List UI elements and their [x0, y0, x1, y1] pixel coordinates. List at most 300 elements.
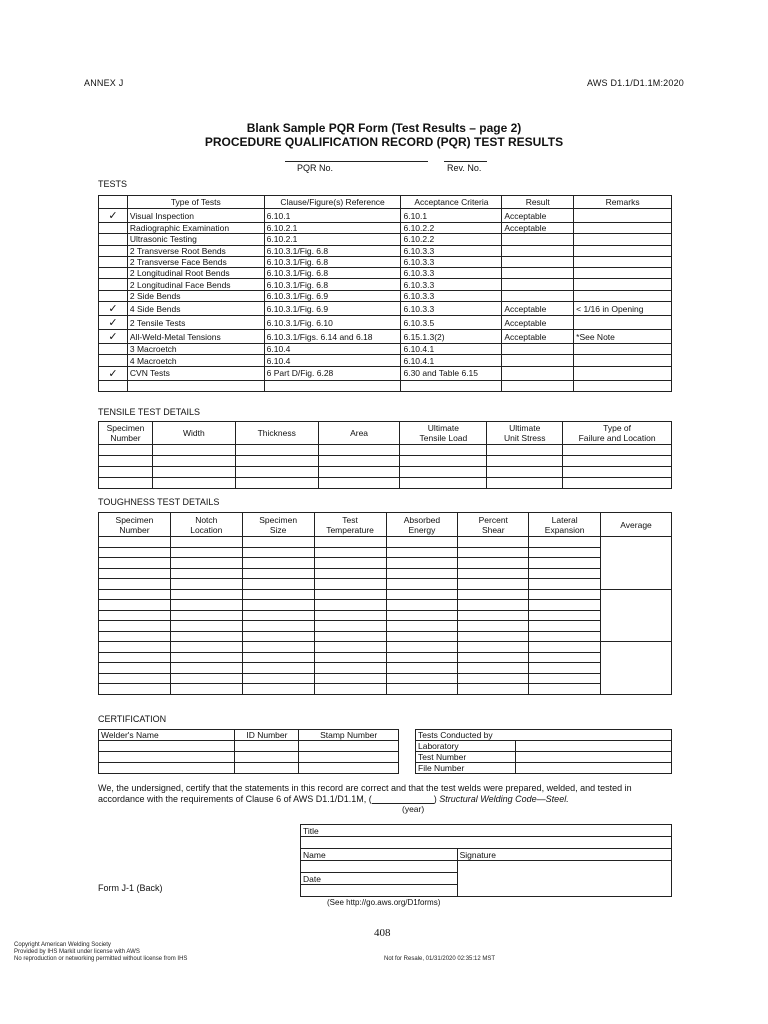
result-cell: Acceptable — [502, 330, 574, 344]
toughness-cell[interactable] — [170, 589, 242, 600]
toughness-table — [98, 512, 672, 695]
col-absorbed-energy: Absorbed Energy — [386, 513, 458, 537]
toughness-cell[interactable] — [386, 600, 458, 611]
toughness-cell[interactable] — [386, 684, 458, 695]
toughness-cell[interactable] — [386, 579, 458, 590]
toughness-row — [99, 684, 672, 695]
check-cell[interactable]: ✓ — [99, 366, 128, 380]
name-label: Name — [301, 849, 458, 861]
toughness-cell[interactable] — [458, 663, 529, 674]
ref-cell: 6.10.3.1/Fig. 6.9 — [264, 302, 401, 316]
ref-cell: 6.10.3.1/Fig. 6.8 — [264, 279, 401, 290]
toughness-cell[interactable] — [314, 589, 386, 600]
toughness-cell[interactable] — [242, 600, 314, 611]
toughness-cell[interactable] — [386, 673, 458, 684]
col-lateral-expansion: Lateral Expansion — [529, 513, 601, 537]
toughness-cell[interactable] — [314, 621, 386, 632]
welder-cell[interactable] — [299, 741, 399, 752]
col-failure-type: Type of Failure and Location — [563, 422, 672, 445]
ref-cell: 6.10.4 — [264, 344, 401, 355]
ref-cell: 6 Part D/Fig. 6.28 — [264, 366, 401, 380]
toughness-cell[interactable] — [458, 652, 529, 663]
tensile-row — [99, 445, 672, 456]
check-cell[interactable] — [99, 344, 128, 355]
check-cell[interactable]: ✓ — [99, 316, 128, 330]
col-stamp-number: Stamp Number — [299, 730, 399, 741]
col-width: Width — [152, 422, 235, 445]
welder-row — [99, 763, 399, 774]
toughness-cell[interactable] — [314, 547, 386, 558]
toughness-cell[interactable] — [242, 610, 314, 621]
toughness-cell[interactable] — [170, 547, 242, 558]
certification-section-label: CERTIFICATION — [98, 714, 167, 724]
col-area: Area — [318, 422, 400, 445]
toughness-cell[interactable] — [242, 663, 314, 674]
toughness-cell[interactable] — [170, 610, 242, 621]
toughness-cell[interactable] — [458, 537, 529, 548]
toughness-cell[interactable] — [458, 547, 529, 558]
tests-row — [99, 355, 672, 366]
toughness-row — [99, 547, 672, 558]
toughness-cell[interactable] — [99, 631, 171, 642]
toughness-cell[interactable] — [386, 652, 458, 663]
pqr-no-line[interactable] — [285, 161, 428, 162]
rev-no-label: Rev. No. — [447, 163, 482, 173]
check-cell[interactable] — [99, 279, 128, 290]
form-label: Form J-1 (Back) — [98, 883, 163, 893]
criteria-cell: 6.10.3.3 — [401, 245, 502, 256]
criteria-cell: 6.10.3.3 — [401, 279, 502, 290]
toughness-cell[interactable] — [99, 642, 171, 653]
tensile-cell[interactable] — [318, 467, 400, 478]
toughness-cell[interactable] — [242, 579, 314, 590]
remarks-cell — [574, 290, 672, 301]
welder-cell[interactable] — [99, 741, 235, 752]
tests-row — [99, 316, 672, 330]
col-specimen-size: Specimen Size — [242, 513, 314, 537]
tensile-cell[interactable] — [563, 456, 672, 467]
toughness-cell[interactable] — [242, 642, 314, 653]
toughness-cell[interactable] — [386, 642, 458, 653]
toughness-cell[interactable] — [242, 537, 314, 548]
tensile-row — [99, 467, 672, 478]
file-number-field[interactable] — [515, 763, 671, 774]
check-cell[interactable] — [99, 380, 128, 391]
result-cell: Acceptable — [502, 209, 574, 223]
ref-cell: 6.10.2.1 — [264, 234, 401, 245]
toughness-cell[interactable] — [242, 621, 314, 632]
file-number-label: File Number — [416, 763, 516, 774]
toughness-cell[interactable] — [314, 579, 386, 590]
tensile-cell[interactable] — [235, 478, 318, 489]
toughness-cell[interactable] — [170, 684, 242, 695]
toughness-cell[interactable] — [529, 537, 601, 548]
toughness-row — [99, 673, 672, 684]
check-cell[interactable]: ✓ — [99, 330, 128, 344]
ref-cell: 6.10.3.1/Figs. 6.14 and 6.18 — [264, 330, 401, 344]
col-result: Result — [502, 196, 574, 209]
toughness-cell[interactable] — [170, 568, 242, 579]
toughness-cell[interactable] — [529, 684, 601, 695]
type-cell: Visual Inspection — [127, 209, 264, 223]
result-cell — [502, 256, 574, 267]
toughness-cell[interactable] — [170, 537, 242, 548]
remarks-cell — [574, 380, 672, 391]
toughness-cell[interactable] — [242, 558, 314, 569]
toughness-cell[interactable] — [99, 568, 171, 579]
remarks-cell — [574, 223, 672, 234]
toughness-row — [99, 558, 672, 569]
form-title: Blank Sample PQR Form (Test Results – page 2) — [246, 121, 522, 135]
col-thickness: Thickness — [235, 422, 318, 445]
toughness-cell[interactable] — [458, 568, 529, 579]
welder-cell[interactable] — [235, 763, 299, 774]
toughness-cell[interactable] — [458, 589, 529, 600]
tensile-row — [99, 478, 672, 489]
copyright-line3: No reproduction or networking permitted without license from IHS — [14, 956, 188, 962]
tensile-cell[interactable] — [235, 456, 318, 467]
tensile-cell[interactable] — [563, 445, 672, 456]
tests-row — [99, 234, 672, 245]
welder-table — [98, 729, 399, 774]
toughness-cell[interactable] — [529, 547, 601, 558]
toughness-cell[interactable] — [458, 621, 529, 632]
toughness-cell[interactable] — [386, 547, 458, 558]
copyright-line1: Copyright American Welding Society — [14, 942, 111, 948]
toughness-cell[interactable] — [529, 568, 601, 579]
welder-cell[interactable] — [235, 752, 299, 763]
tests-row — [99, 245, 672, 256]
toughness-cell[interactable] — [242, 631, 314, 642]
statement-text-a: accordance with the requirements of Clause 6 of AWS D1.1/D1.1M, ( — [98, 794, 372, 804]
toughness-cell[interactable] — [99, 579, 171, 590]
tensile-cell[interactable] — [318, 456, 400, 467]
toughness-row — [99, 537, 672, 548]
page-number: 408 — [374, 927, 391, 939]
check-cell[interactable] — [99, 268, 128, 279]
welder-cell[interactable] — [99, 752, 235, 763]
toughness-cell[interactable] — [386, 537, 458, 548]
test-number-field[interactable] — [515, 752, 671, 763]
toughness-cell[interactable] — [314, 568, 386, 579]
tests-row — [99, 223, 672, 234]
col-id-number: ID Number — [235, 730, 299, 741]
result-cell — [502, 245, 574, 256]
ref-cell: 6.10.3.1/Fig. 6.8 — [264, 256, 401, 267]
ref-cell: 6.10.3.1/Fig. 6.9 — [264, 290, 401, 301]
tensile-cell[interactable] — [487, 478, 563, 489]
toughness-cell[interactable] — [99, 652, 171, 663]
toughness-row — [99, 621, 672, 632]
toughness-cell[interactable] — [99, 589, 171, 600]
tensile-cell[interactable] — [99, 467, 153, 478]
col-specimen-number: Specimen Number — [99, 513, 171, 537]
remarks-cell — [574, 366, 672, 380]
toughness-cell[interactable] — [386, 610, 458, 621]
signature-field[interactable] — [457, 861, 671, 897]
toughness-cell[interactable] — [529, 589, 601, 600]
toughness-cell[interactable] — [314, 610, 386, 621]
laboratory-field[interactable] — [515, 741, 671, 752]
result-cell — [502, 279, 574, 290]
toughness-cell[interactable] — [529, 663, 601, 674]
toughness-cell[interactable] — [170, 652, 242, 663]
type-cell: 2 Transverse Root Bends — [127, 245, 264, 256]
welder-cell[interactable] — [299, 752, 399, 763]
toughness-cell[interactable] — [314, 673, 386, 684]
criteria-cell: 6.10.3.3 — [401, 290, 502, 301]
tests-row — [99, 380, 672, 391]
toughness-cell[interactable] — [170, 600, 242, 611]
toughness-cell[interactable] — [170, 579, 242, 590]
ref-cell: 6.10.3.1/Fig. 6.8 — [264, 245, 401, 256]
toughness-row — [99, 652, 672, 663]
toughness-row — [99, 579, 672, 590]
toughness-row — [99, 663, 672, 674]
toughness-cell[interactable] — [99, 673, 171, 684]
tensile-table — [98, 421, 672, 489]
standard-label: AWS D1.1/D1.1M:2020 — [586, 78, 684, 88]
toughness-cell[interactable] — [99, 537, 171, 548]
tensile-cell[interactable] — [487, 456, 563, 467]
tensile-row — [99, 456, 672, 467]
toughness-cell[interactable] — [99, 684, 171, 695]
check-cell[interactable] — [99, 256, 128, 267]
welder-cell[interactable] — [299, 763, 399, 774]
toughness-cell[interactable] — [170, 631, 242, 642]
annex-label: ANNEX J — [84, 78, 124, 88]
toughness-cell[interactable] — [170, 673, 242, 684]
result-cell: Acceptable — [502, 316, 574, 330]
type-cell: Ultrasonic Testing — [127, 234, 264, 245]
type-cell: CVN Tests — [127, 366, 264, 380]
toughness-cell[interactable] — [99, 610, 171, 621]
ref-cell: 6.10.3.1/Fig. 6.8 — [264, 268, 401, 279]
toughness-cell[interactable] — [458, 600, 529, 611]
pqr-no-label: PQR No. — [297, 163, 334, 173]
check-cell[interactable] — [99, 290, 128, 301]
toughness-cell[interactable] — [386, 631, 458, 642]
toughness-cell[interactable] — [458, 673, 529, 684]
remarks-cell — [574, 268, 672, 279]
toughness-cell[interactable] — [99, 600, 171, 611]
toughness-cell[interactable] — [529, 579, 601, 590]
remarks-cell — [574, 344, 672, 355]
toughness-section-label: TOUGHNESS TEST DETAILS — [98, 497, 220, 507]
toughness-cell[interactable] — [386, 589, 458, 600]
criteria-cell: 6.10.2.2 — [401, 234, 502, 245]
toughness-cell[interactable] — [458, 642, 529, 653]
name-field[interactable] — [301, 861, 458, 873]
toughness-cell[interactable] — [458, 558, 529, 569]
toughness-cell[interactable] — [242, 568, 314, 579]
tests-row — [99, 279, 672, 290]
result-cell: Acceptable — [502, 302, 574, 316]
result-cell — [502, 234, 574, 245]
toughness-cell[interactable] — [99, 558, 171, 569]
tensile-cell[interactable] — [152, 478, 235, 489]
check-cell[interactable] — [99, 355, 128, 366]
laboratory-label: Laboratory — [416, 741, 516, 752]
tensile-cell[interactable] — [318, 445, 400, 456]
tensile-cell[interactable] — [99, 445, 153, 456]
check-cell[interactable] — [99, 223, 128, 234]
toughness-row — [99, 568, 672, 579]
ref-cell: 6.10.2.1 — [264, 223, 401, 234]
toughness-cell[interactable] — [386, 558, 458, 569]
tensile-cell[interactable] — [99, 478, 153, 489]
tests-row — [99, 256, 672, 267]
remarks-cell — [574, 234, 672, 245]
toughness-cell[interactable] — [314, 537, 386, 548]
toughness-cell[interactable] — [529, 642, 601, 653]
toughness-cell[interactable] — [242, 673, 314, 684]
col-remarks: Remarks — [574, 196, 672, 209]
toughness-cell[interactable] — [314, 684, 386, 695]
criteria-cell: 6.30 and Table 6.15 — [401, 366, 502, 380]
toughness-cell[interactable] — [242, 589, 314, 600]
criteria-cell: 6.10.3.3 — [401, 256, 502, 267]
check-cell[interactable] — [99, 245, 128, 256]
check-cell[interactable]: ✓ — [99, 302, 128, 316]
signature-label: Signature — [457, 849, 671, 861]
remarks-cell — [574, 316, 672, 330]
tensile-cell[interactable] — [563, 467, 672, 478]
toughness-cell[interactable] — [386, 663, 458, 674]
toughness-cell[interactable] — [170, 642, 242, 653]
type-cell — [127, 380, 264, 391]
average-cell[interactable] — [601, 589, 672, 642]
type-cell: Radiographic Examination — [127, 223, 264, 234]
tests-row — [99, 366, 672, 380]
toughness-cell[interactable] — [314, 558, 386, 569]
ref-cell: 6.10.1 — [264, 209, 401, 223]
toughness-cell[interactable] — [314, 642, 386, 653]
col-notch-location: Notch Location — [170, 513, 242, 537]
tensile-cell[interactable] — [487, 467, 563, 478]
toughness-cell[interactable] — [314, 663, 386, 674]
see-link[interactable]: (See http://go.aws.org/D1forms) — [327, 898, 441, 907]
criteria-cell: 6.10.1 — [401, 209, 502, 223]
tests-conducted-table — [415, 729, 672, 774]
col-percent-shear: Percent Shear — [458, 513, 529, 537]
remarks-cell — [574, 256, 672, 267]
check-cell[interactable]: ✓ — [99, 209, 128, 223]
rev-no-line[interactable] — [444, 161, 487, 162]
toughness-cell[interactable] — [458, 610, 529, 621]
tensile-cell[interactable] — [99, 456, 153, 467]
year-field[interactable] — [372, 794, 434, 804]
tensile-cell[interactable] — [235, 445, 318, 456]
check-cell[interactable] — [99, 234, 128, 245]
result-cell: Acceptable — [502, 223, 574, 234]
welder-cell[interactable] — [99, 763, 235, 774]
toughness-cell[interactable] — [458, 631, 529, 642]
criteria-cell — [401, 380, 502, 391]
tensile-cell[interactable] — [152, 467, 235, 478]
toughness-cell[interactable] — [529, 610, 601, 621]
tensile-cell[interactable] — [400, 478, 487, 489]
tensile-cell[interactable] — [318, 478, 400, 489]
col-criteria: Acceptance Criteria — [401, 196, 502, 209]
toughness-cell[interactable] — [386, 568, 458, 579]
year-label: (year) — [402, 804, 425, 814]
tensile-cell[interactable] — [400, 456, 487, 467]
toughness-cell[interactable] — [242, 684, 314, 695]
copyright-line2: Provided by IHS Markit under license with AWS — [14, 949, 140, 955]
tests-row — [99, 302, 672, 316]
title-field[interactable] — [301, 837, 672, 849]
toughness-cell[interactable] — [529, 652, 601, 663]
toughness-cell[interactable] — [314, 631, 386, 642]
tensile-cell[interactable] — [235, 467, 318, 478]
statement-code: Structural Welding Code—Steel. — [439, 794, 569, 804]
form-subtitle: PROCEDURE QUALIFICATION RECORD (PQR) TEST RESULTS — [204, 135, 564, 149]
resale-notice: Not for Resale, 01/31/2020 02:35:12 MST — [384, 956, 496, 962]
toughness-cell[interactable] — [99, 621, 171, 632]
welder-cell[interactable] — [235, 741, 299, 752]
toughness-cell[interactable] — [529, 631, 601, 642]
toughness-cell[interactable] — [529, 558, 601, 569]
signature-table — [300, 824, 672, 897]
tensile-section-label: TENSILE TEST DETAILS — [98, 407, 201, 417]
col-average: Average — [601, 513, 672, 537]
toughness-cell[interactable] — [386, 621, 458, 632]
date-field[interactable] — [301, 885, 458, 897]
toughness-cell[interactable] — [170, 663, 242, 674]
tensile-cell[interactable] — [400, 445, 487, 456]
remarks-cell — [574, 245, 672, 256]
average-cell[interactable] — [601, 642, 672, 695]
type-cell: 3 Macroetch — [127, 344, 264, 355]
toughness-cell[interactable] — [242, 652, 314, 663]
toughness-cell[interactable] — [99, 663, 171, 674]
toughness-cell[interactable] — [458, 684, 529, 695]
tensile-cell[interactable] — [152, 445, 235, 456]
toughness-cell[interactable] — [314, 652, 386, 663]
tests-row — [99, 330, 672, 344]
toughness-cell[interactable] — [242, 547, 314, 558]
toughness-cell[interactable] — [529, 600, 601, 611]
date-label: Date — [301, 873, 458, 885]
welder-row — [99, 752, 399, 763]
tensile-cell[interactable] — [152, 456, 235, 467]
toughness-cell[interactable] — [99, 547, 171, 558]
toughness-cell[interactable] — [529, 621, 601, 632]
result-cell — [502, 380, 574, 391]
toughness-cell[interactable] — [458, 579, 529, 590]
tests-section-label: TESTS — [98, 179, 128, 189]
statement-text-b: ) — [433, 794, 440, 804]
toughness-cell[interactable] — [170, 558, 242, 569]
type-cell: 2 Longitudinal Face Bends — [127, 279, 264, 290]
toughness-cell[interactable] — [529, 673, 601, 684]
tests-conducted-header: Tests Conducted by — [416, 730, 672, 741]
type-cell: 4 Macroetch — [127, 355, 264, 366]
tensile-cell[interactable] — [563, 478, 672, 489]
tensile-cell[interactable] — [400, 467, 487, 478]
toughness-cell[interactable] — [170, 621, 242, 632]
average-cell[interactable] — [601, 537, 672, 590]
type-cell: 4 Side Bends — [127, 302, 264, 316]
col-ultimate-unit-stress: Ultimate Unit Stress — [487, 422, 563, 445]
toughness-cell[interactable] — [314, 600, 386, 611]
result-cell — [502, 355, 574, 366]
result-cell — [502, 366, 574, 380]
col-ultimate-tensile-load: Ultimate Tensile Load — [400, 422, 487, 445]
tensile-cell[interactable] — [487, 445, 563, 456]
ref-cell: 6.10.3.1/Fig. 6.10 — [264, 316, 401, 330]
